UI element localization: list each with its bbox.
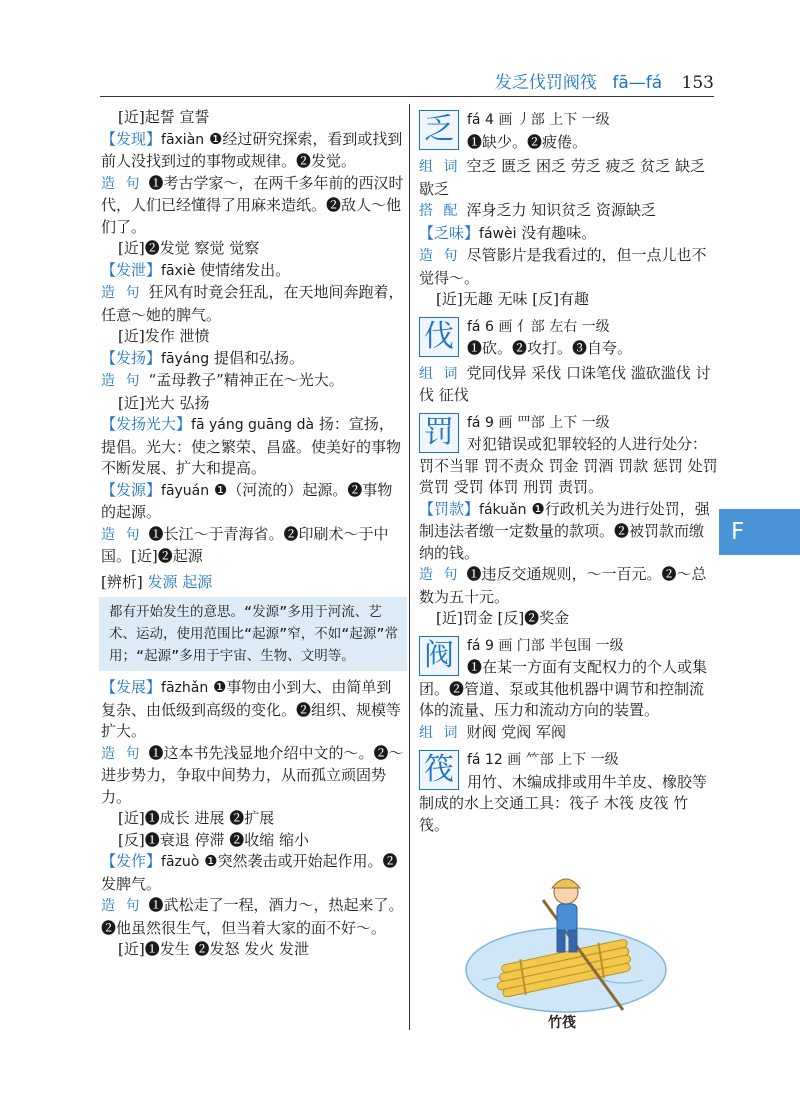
definition: ❶行政机关为进行处罚，强制违法者缴一定数量的款项。❷被罚款而缴纳的钱。: [419, 499, 710, 562]
char-definition: ❶缺少。❷疲倦。: [467, 132, 588, 151]
char-entry-fa-cut: [419, 317, 718, 363]
sentence-text: ❶长江～于青海省。❷印刷术～于中国。[近]❷起源: [101, 524, 389, 565]
word-group-text: 财阀 党阀 军阀: [466, 722, 566, 741]
sentence-text: 狂风有时竟会狂乱，在天地间奔跑着，任意～她的脾气。: [101, 283, 404, 324]
label-zaoju: 造 句: [101, 745, 143, 762]
label-zaoju: 造 句: [101, 285, 143, 301]
entry-fayangguangda: [101, 414, 405, 480]
label-zuci: 组 词: [419, 724, 461, 741]
headword: 【发现】: [101, 129, 162, 148]
pinyin: fāzuò: [161, 854, 200, 870]
entry-fakuan: [419, 499, 718, 565]
headword: 【发作】: [101, 852, 162, 870]
definition: ❶经过研究探索，看到或找到前人没找到过的事物或规律。❷发觉。: [101, 129, 403, 170]
headword: 【发源】: [101, 480, 162, 499]
bianxi-words: 发源 起源: [147, 572, 213, 591]
collocation-text: 浑身乏力 知识贫乏 资源缺乏: [466, 201, 656, 219]
sentence-text: ❶考古学家～，在两千多年前的西汉时代，人们已经懂得了用麻来造纸。❷敌人～他们了。: [101, 173, 404, 236]
right-column: [419, 110, 718, 836]
character-box: 乏: [419, 110, 459, 150]
header-rule: [100, 96, 714, 97]
character-box: 罚: [419, 413, 459, 453]
sentence-text: 尽管影片是我看过的，但一点儿也不觉得～。: [419, 246, 707, 287]
index-tab-f[interactable]: F: [719, 509, 800, 555]
near-synonyms: [近]光大 弘扬: [118, 393, 210, 412]
label-zaoju: 造 句: [101, 175, 143, 192]
entry-faxie: [101, 260, 405, 283]
label-zaoju: 造 句: [101, 526, 143, 543]
discrimination-note: 都有开始发生的意思。“发源”多用于河流、艺术、运动，使用范围比“起源”窄，不如“起源”常用；“起源”多用于宇宙、生物、文明等。: [99, 597, 407, 671]
left-column: [101, 107, 405, 961]
label-zuci: 组 词: [419, 159, 461, 175]
char-definition: 对犯错误或犯罪较轻的人进行处分：罚不当罪 罚不责众 罚金 罚酒 罚款 惩罚 处罚 赏罚 受罚 体罚 刑罚 责罚。: [419, 435, 718, 496]
example-sentence: [101, 370, 405, 393]
word-group-text: 空乏 匮乏 困乏 劳乏 疲乏 贫乏 缺乏 歇乏: [419, 157, 706, 198]
label-zaoju: 造 句: [101, 373, 143, 389]
header-pinyin: fā—fá: [612, 73, 663, 93]
near-synonyms: [近]发作 泄愤: [118, 327, 210, 345]
char-definition: 用竹、木编成排或用牛羊皮、橡胶等制成的水上交通工具：筏子 木筏 皮筏 竹筏。: [419, 772, 708, 834]
near-synonyms: [近]罚金 [反]❷奖金: [436, 609, 570, 627]
definition: ❶突然袭击或开始起作用。❷发脾气。: [101, 852, 398, 893]
sentence-text: ❶这本书先浅显地介绍中文的～。❷～进步势力，争取中间势力，从而孤立顽固势力。: [101, 743, 404, 806]
example-sentence: [101, 524, 405, 568]
page-number: 153: [681, 73, 714, 93]
collocation: [419, 200, 718, 223]
character-box: 筏: [419, 750, 459, 790]
entry-faxian: [101, 129, 405, 173]
definition: 使情绪发出。: [200, 260, 291, 279]
char-entry-fa-raft: [419, 750, 718, 836]
definition: ❶（河流的）起源。❷事物的起源。: [101, 480, 393, 521]
entry-fawei: [419, 223, 718, 246]
label-zaoju: 造 句: [419, 248, 461, 264]
char-meta: fá 12 画 ⺮部 上下 一级: [467, 752, 619, 768]
example-sentence: [101, 743, 405, 809]
example-sentence: [101, 895, 405, 939]
entry-fazhan: [101, 677, 405, 743]
antonyms: [反]❶衰退 停滞 ❷收缩 缩小: [118, 830, 310, 849]
headword: 【罚款】: [419, 499, 480, 518]
headword: 【乏味】: [419, 223, 480, 242]
pinyin: fāyuán: [161, 482, 210, 499]
pinyin: fā yáng guāng dà: [191, 417, 315, 433]
char-meta: fá 9 画 门部 半包围 一级: [467, 637, 624, 654]
char-meta: fá 6 画 亻部 左右 一级: [467, 318, 610, 335]
word-group-text: 党同伐异 采伐 口诛笔伐 滥砍滥伐 讨伐 征伐: [419, 363, 711, 404]
char-entry-fa-lack: [419, 110, 718, 156]
label-zaoju: 造 句: [101, 898, 143, 914]
entry-fazuo: [101, 851, 405, 895]
example-sentence: [101, 173, 405, 239]
definition: 扬：宣扬，提倡。光大：使之繁荣、昌盛。使美好的事物不断发展、扩大和提高。: [101, 415, 402, 477]
label-dapei: 搭 配: [419, 203, 461, 219]
pinyin: fāxiàn: [161, 131, 205, 148]
pinyin: fákuǎn: [479, 501, 527, 518]
label-zaoju: 造 句: [419, 567, 461, 583]
pinyin: fáwèi: [479, 225, 517, 242]
bianxi-label: [辨析]: [101, 572, 143, 591]
sentence-text: “孟母教子”精神正在～光大。: [148, 371, 344, 389]
near-synonyms: [近]起誓 宣誓: [118, 108, 210, 126]
word-group: [419, 156, 718, 200]
definition: ❶事物由小到大、由简单到复杂、由低级到高级的变化。❷组织、规模等扩大。: [101, 678, 402, 740]
pinyin: fāyáng: [161, 350, 210, 367]
char-entry-fa-punish: [419, 413, 718, 499]
label-zuci: 组 词: [419, 365, 461, 382]
definition: 提倡和弘扬。: [213, 348, 304, 367]
headword: 【发泄】: [101, 260, 162, 279]
definition: 没有趣味。: [521, 223, 597, 242]
headword: 【发扬】: [101, 348, 162, 367]
sentence-text: ❶武松走了一程，酒力～，热起来了。❷他虽然很生气，但当着大家的面不好～。: [101, 896, 404, 937]
example-sentence: [101, 282, 405, 326]
near-synonyms: [近]❶发生 ❷发怒 发火 发泄: [118, 940, 310, 958]
column-divider: [409, 104, 410, 1030]
char-definition: ❶砍。❷攻打。❸自夸。: [467, 339, 633, 357]
sentence-text: ❶违反交通规则，～一百元。❷～总数为五十元。: [419, 565, 707, 606]
near-synonyms: [近]无趣 无味 [反]有趣: [436, 290, 589, 308]
pinyin: fāxiè: [161, 262, 196, 279]
word-group: [419, 363, 718, 407]
headword: 【发扬光大】: [101, 415, 192, 433]
entry-fayang: [101, 348, 405, 371]
char-meta: fá 4 画 丿部 上下 一级: [467, 112, 610, 128]
illustration-caption: 竹筏: [548, 1015, 576, 1031]
near-synonyms: [近]❷发觉 察觉 觉察: [118, 239, 260, 257]
char-entry-fa-valve: [419, 636, 718, 722]
char-meta: fá 9 画 罒部 上下 一级: [467, 414, 610, 431]
char-definition: ❶在某一方面有支配权力的个人或集团。❷管道、泵或其他机器中调节和控制流体的流量、压力和流动方向的装置。: [419, 658, 708, 719]
pinyin: fāzhǎn: [161, 680, 209, 696]
near-synonyms: [近]❶成长 进展 ❷扩展: [118, 809, 275, 827]
example-sentence: [419, 245, 718, 289]
discrimination-heading: [101, 572, 405, 594]
headword: 【发展】: [101, 678, 162, 696]
bamboo-raft-illustration: [463, 860, 669, 1020]
entry-fayuan: [101, 480, 405, 524]
character-box: 伐: [419, 317, 459, 357]
running-header: [495, 68, 714, 93]
word-group: [419, 722, 718, 745]
example-sentence: [419, 564, 718, 608]
character-box: 阀: [419, 636, 459, 676]
header-title: 发乏伐罚阀筏: [494, 73, 597, 93]
